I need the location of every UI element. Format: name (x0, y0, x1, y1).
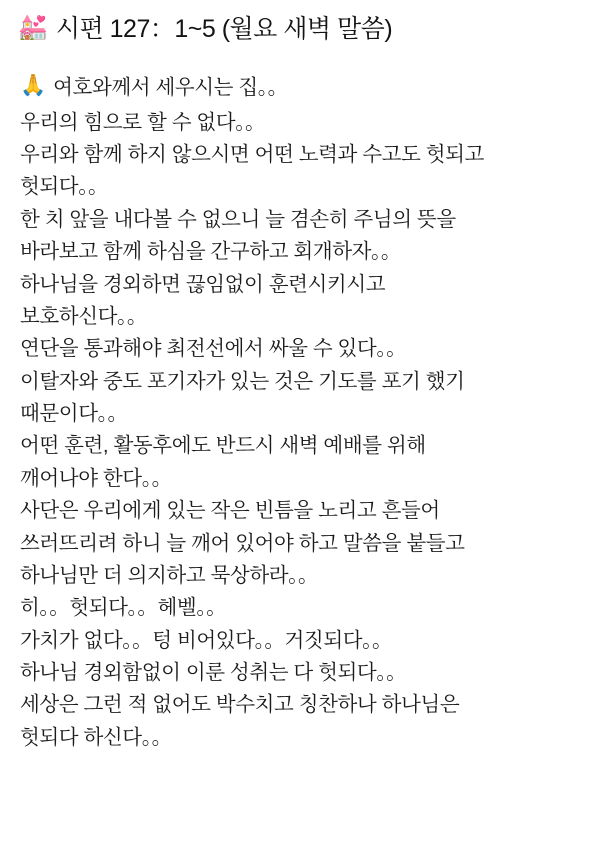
body-line: 연단을 통과해야 최전선에서 싸울 수 있다。。 (20, 337, 407, 361)
body-line: 바라보고 함께 하심을 간구하고 회개하자。。 (20, 240, 401, 264)
body-line: 때문이다。。 (20, 402, 128, 425)
first-line-row (20, 72, 580, 104)
body-line: 하나님 경외함없이 이룬 성취는 다 헛되다。。 (20, 661, 407, 684)
body-line: 한 치 앞을 내다볼 수 없으니 늘 겸손히 주님의 뜻을 (20, 207, 456, 231)
body-line: 우리와 함께 하지 않으시면 어떤 노력과 수고도 헛되고 (20, 143, 484, 166)
body-line: 깨어나야 한다。。 (20, 466, 172, 490)
body-line: 하나님만 더 의지하고 묵상하라。。 (20, 563, 319, 587)
body-line: 쓰러뜨리려 하니 늘 깨어 있어야 하고 말씀을 붙들고 (20, 531, 465, 555)
body-line: 이탈자와 중도 포기자가 있는 것은 기도를 포기 했기 (20, 369, 465, 393)
body-line: 히。。헛되다。。헤벨。。 (20, 596, 227, 620)
body-line: 여호와께서 세우시는 집。。 (53, 76, 288, 100)
body-line: 하나님을 경외하면 끊임없이 훈련시키시고 (20, 272, 386, 296)
praying-hands-icon: 🙏 (20, 74, 47, 98)
body-line: 사단은 우리에게 있는 작은 빈틈을 노리고 흔들어 (20, 499, 440, 523)
body-line: 세상은 그런 적 없어도 박수치고 칭찬하나 하나님은 (20, 693, 460, 717)
document-body (18, 72, 582, 754)
page-title: 시편 127：1~5 (월요 새벽 말씀) (55, 15, 393, 43)
body-line: 헛되다。。 (20, 175, 109, 199)
body-line: 보호하신다。。 (20, 304, 147, 328)
church-icon: 💒 (18, 14, 48, 41)
body-line: 헛되다 하신다。。 (20, 725, 172, 749)
document-title-row (18, 14, 582, 45)
body-line: 어떤 훈련, 활동후에도 반드시 새벽 예배를 위해 (20, 434, 426, 458)
body-lines (20, 107, 580, 755)
body-line: 가치가 없다。。텅 비어있다。。거짓되다。。 (20, 628, 393, 652)
body-line: 우리의 힘으로 할 수 없다。。 (20, 110, 266, 134)
title-divider (18, 61, 582, 62)
